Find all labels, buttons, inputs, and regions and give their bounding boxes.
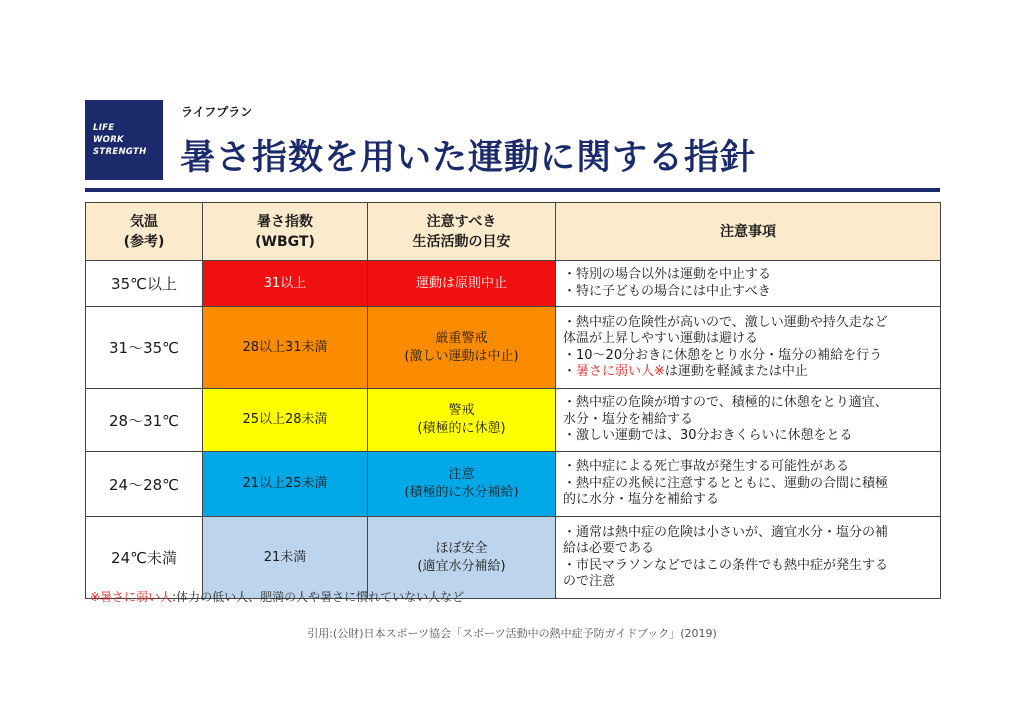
note-line: ・通常は熱中症の危険は小さいが、適宜水分・塩分の補 (563, 524, 889, 540)
activity-cell (368, 517, 556, 599)
header-wbgt (203, 203, 368, 261)
activity-line: ほぼ安全 (435, 540, 488, 556)
header-notes: 注意事項 (556, 203, 941, 261)
guideline-table (85, 202, 941, 599)
wbgt-cell: 31以上 (203, 261, 368, 307)
note-line: ・激しい運動では、30分おきくらいに休憩をとる (563, 428, 853, 444)
logo-line: LIFE (93, 123, 115, 133)
note-rest: は運動を軽減または中止 (664, 364, 808, 379)
footnote-mark: ※暑さに弱い人 (90, 590, 173, 604)
note-line: 体温が上昇しやすい運動は避ける (563, 331, 759, 346)
temp-cell: 28～31℃ (86, 389, 203, 452)
brand-logo (85, 100, 163, 180)
title-divider (85, 188, 940, 192)
note-line: ので注意 (563, 574, 616, 589)
activity-line: (適宜水分補給) (417, 558, 506, 574)
note-line: 水分・塩分を補給する (563, 411, 694, 427)
activity-line: (激しい運動は中止) (404, 348, 519, 364)
activity-line: 運動は原則中止 (415, 275, 507, 291)
note-line: ・熱中症による死亡事故が発生する可能性がある (563, 459, 850, 475)
note-line-highlight (563, 364, 934, 381)
heat-sensitive-highlight: 暑さに弱い人※ (576, 364, 665, 379)
header-temp-line1: 気温 (130, 213, 158, 230)
header-temp (86, 203, 203, 261)
note-line: 的に水分・塩分を補給する (563, 492, 720, 508)
table-row (86, 452, 941, 517)
activity-line: (積極的に水分補給) (404, 485, 519, 500)
logo-line: WORK (93, 135, 124, 145)
table-row (86, 307, 941, 389)
activity-cell (368, 389, 556, 452)
note-line: ・市民マラソンなどではこの条件でも熱中症が発生する (563, 557, 889, 573)
wbgt-cell: 21以上25未満 (203, 452, 368, 517)
header-activity-line2: 生活活動の目安 (412, 233, 511, 250)
footnote-text: :体力の低い人、肥満の人や暑さに慣れていない人など (172, 590, 465, 604)
activity-line: 厳重警戒 (435, 330, 488, 346)
wbgt-cell: 21未満 (203, 517, 368, 599)
temp-cell: 35℃以上 (86, 261, 203, 307)
header-temp-line2: (参考) (123, 233, 165, 250)
temp-cell: 24℃未満 (86, 517, 203, 599)
temp-cell: 24～28℃ (86, 452, 203, 517)
header-wbgt-line1: 暑さ指数 (257, 213, 313, 230)
table-row (86, 517, 941, 599)
activity-cell (368, 452, 556, 517)
note-line: ・特別の場合以外は運動を中止する (563, 267, 772, 282)
table-row (86, 389, 941, 452)
table-header-row (86, 203, 941, 261)
wbgt-cell: 25以上28未満 (203, 389, 368, 452)
activity-cell (368, 307, 556, 389)
note-line: ・10～20分おきに休憩をとり水分・塩分の補給を行う (563, 347, 883, 363)
table-row (86, 261, 941, 307)
activity-line: 警戒 (448, 403, 475, 418)
note-line: ・熱中症の危険性が高いので、激しい運動や持久走など (563, 314, 888, 330)
temp-cell: 31～35℃ (86, 307, 203, 389)
activity-line: 注意 (448, 467, 475, 482)
notes-cell (556, 307, 941, 389)
notes-cell (556, 452, 941, 517)
logo-line: STRENGTH (93, 147, 147, 157)
notes-cell (556, 261, 941, 307)
note-line: ・熱中症の兆候に注意するとともに、運動の合間に積極 (563, 475, 889, 491)
header-activity-line1: 注意すべき (426, 213, 497, 230)
note-line: 給は必要である (563, 541, 655, 556)
page-title: 暑さ指数を用いた運動に関する指針 (180, 138, 757, 178)
header-wbgt-line2: (WBGT) (255, 233, 315, 250)
notes-cell (556, 389, 941, 452)
page-subtitle: ライフプラン (181, 105, 253, 119)
notes-cell (556, 517, 941, 599)
citation: 引用:(公財)日本スポーツ協会「スポーツ活動中の熱中症予防ガイドブック」(2019) (307, 627, 717, 640)
note-line: ・特に子どもの場合には中止すべき (563, 283, 771, 299)
footnote (90, 588, 464, 605)
activity-cell (368, 261, 556, 307)
note-bullet: ・ (563, 364, 577, 379)
header-activity (368, 203, 556, 261)
wbgt-cell: 28以上31未満 (203, 307, 368, 389)
note-line: ・熱中症の危険が増すので、積極的に休憩をとり適宜、 (563, 395, 888, 411)
activity-line: (積極的に休憩) (417, 421, 506, 436)
